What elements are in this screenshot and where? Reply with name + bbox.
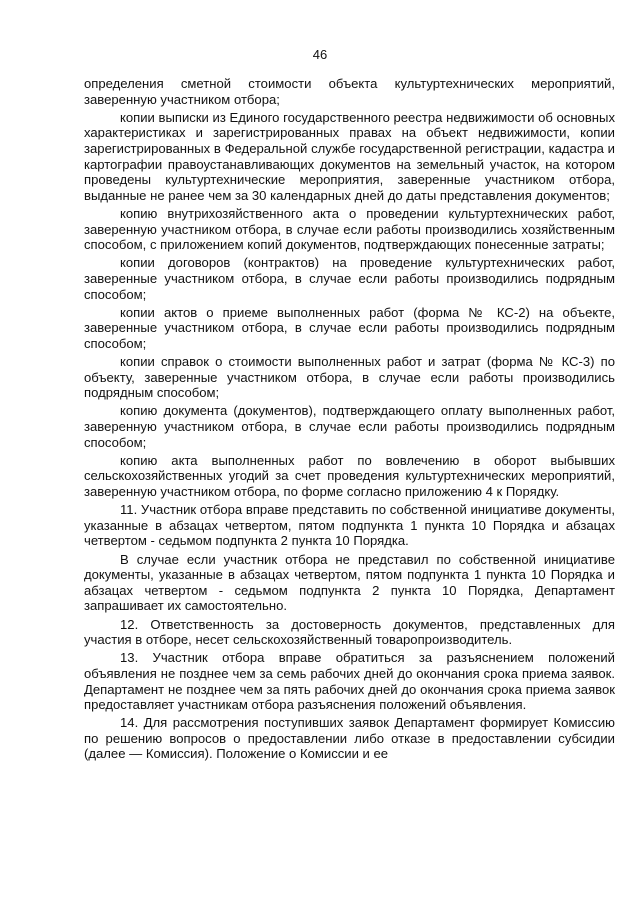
- paragraph: копии справок о стоимости выполненных работ и затрат (форма № КС-3) по объекту, заверенные участником отбора, в случае если работы производились подрядным способом;: [84, 354, 615, 401]
- paragraph: копию внутрихозяйственного акта о проведении культуртехнических работ, заверенную участником отбора, в случае если работы производились хозяйственным способом, с приложением копий документов, подтверждающих понесенные затраты;: [84, 205, 615, 253]
- paragraph: 11. Участник отбора вправе представить по собственной инициативе документы, указанные в абзацах четвертом, пятом подпункта 1 пункта 10 Порядка и абзацах четвертом - седьмом подпункта 2 пункта 10 Порядка.: [84, 502, 615, 549]
- paragraph: копии договоров (контрактов) на проведение культуртехнических работ, заверенные участником отбора, в случае если работы производились подрядным способом;: [84, 255, 615, 302]
- paragraph: 14. Для рассмотрения поступивших заявок Департамент формирует Комиссию по решению вопросов о предоставлении либо отказе в предоставлении субсидии (далее — Комиссия). Положение о Комиссии и ее: [84, 715, 615, 762]
- paragraph: копии выписки из Единого государственного реестра недвижимости об основных характеристиках и зарегистрированных правах на объект недвижимости, копии зарегистрированных в Федеральной службе государственной регистрации, кадастра и картографии правоустанавливающих документов на земельный участок, на котором проведены культуртехнические мероприятия, заверенные участником отбора, выданные не ранее чем за 30 календарных дней до даты представления документов;: [84, 109, 615, 203]
- page-number: 46: [312, 47, 328, 62]
- paragraph: копии актов о приеме выполненных работ (форма № КС-2) на объекте, заверенные участником отбора, в случае если работы производились подрядным способом;: [84, 304, 615, 351]
- paragraph: 12. Ответственность за достоверность документов, представленных для участия в отборе, несет сельскохозяйственный товаропроизводитель.: [84, 616, 615, 648]
- document-body: [84, 76, 615, 765]
- paragraph: В случае если участник отбора не представил по собственной инициативе документы, указанные в абзацах четвертом, пятом подпункта 1 пункта 10 Порядка и абзацах четвертом - седьмом подпункта 2 пункта 10 Порядка, Департамент запрашивает их самостоятельно.: [84, 551, 615, 614]
- paragraph: копию акта выполненных работ по вовлечению в оборот выбывших сельскохозяйственных угодий за счет проведения культуртехнических мероприятий, заверенную участником отбора, по форме согласно приложению 4 к Порядку.: [84, 452, 615, 499]
- paragraph: определения сметной стоимости объекта культуртехнических мероприятий, заверенную участником отбора;: [84, 76, 615, 107]
- paragraph: 13. Участник отбора вправе обратиться за разъяснением положений объявления не позднее чем за семь рабочих дней до окончания срока приема заявок. Департамент не позднее чем за пять рабочих дней до окончания срока приема заявок предоставляет участникам отбора разъяснения положений объявления.: [84, 650, 615, 713]
- paragraph: копию документа (документов), подтверждающего оплату выполненных работ, заверенную участником отбора, в случае если работы производились подрядным способом;: [84, 403, 615, 450]
